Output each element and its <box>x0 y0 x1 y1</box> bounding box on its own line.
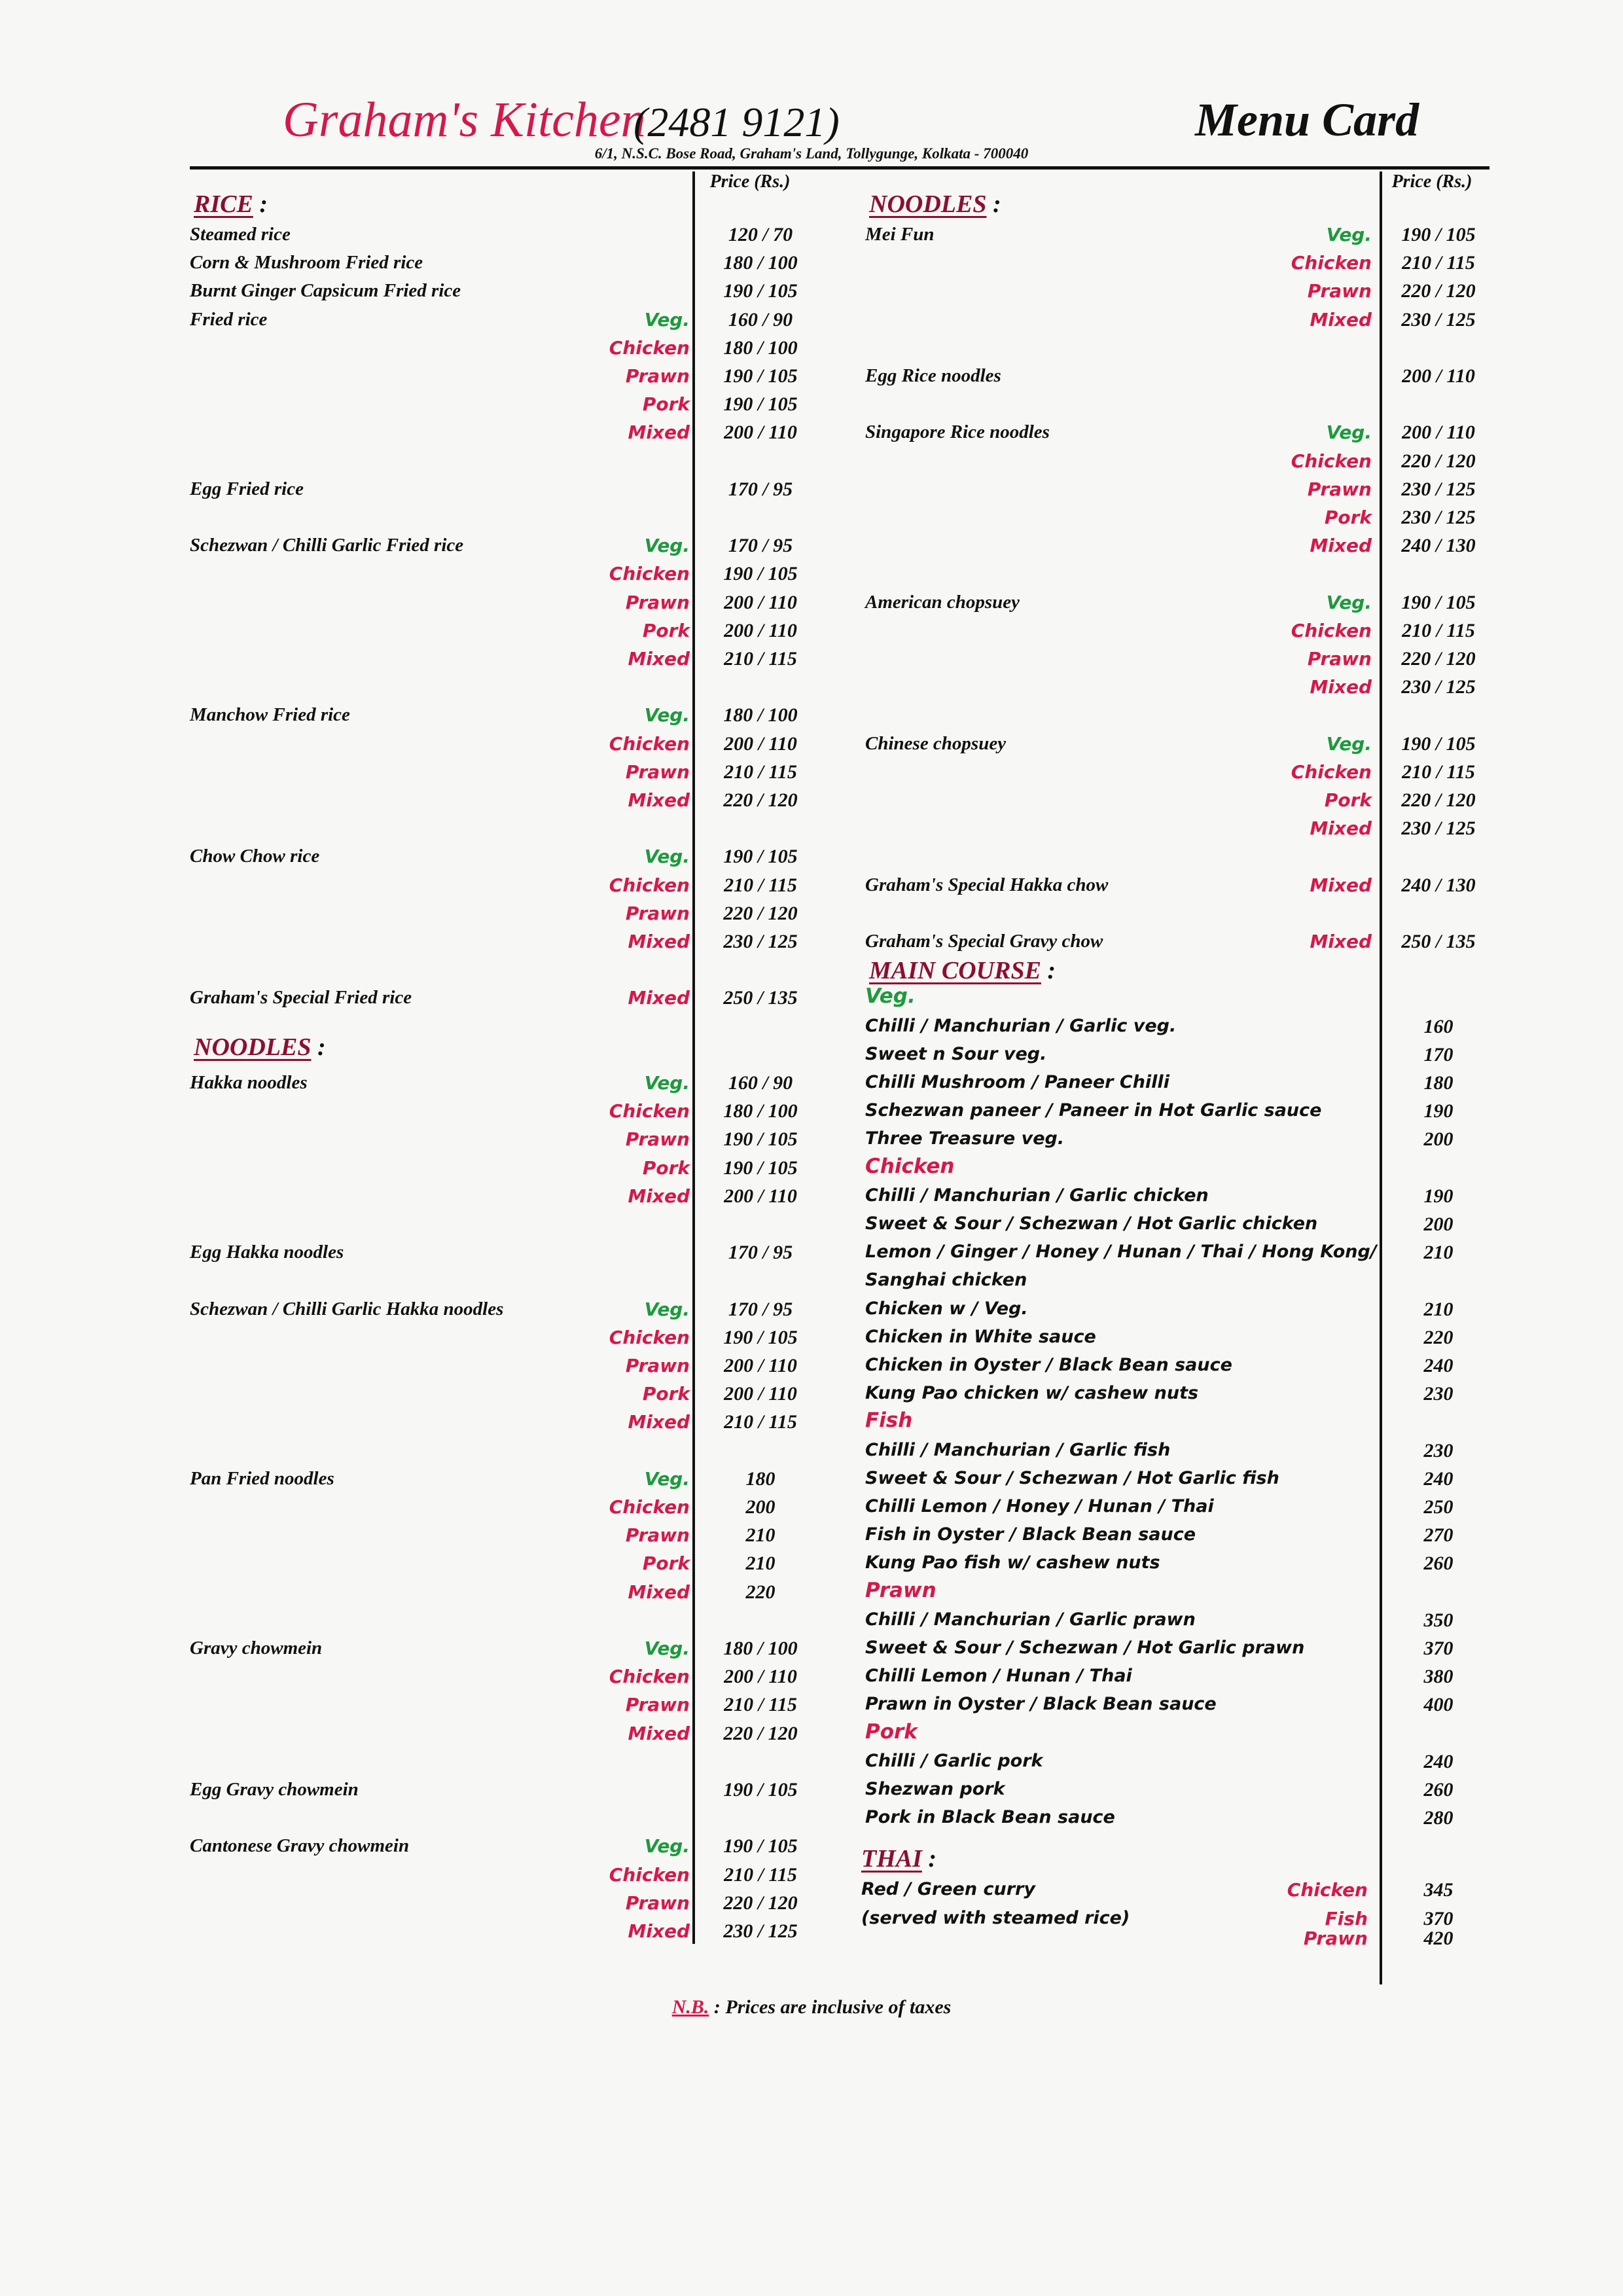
item-price: 210 / 115 <box>724 1863 797 1886</box>
variant-label: Veg. <box>644 535 690 557</box>
right-price-header: Price (Rs.) <box>1391 171 1472 192</box>
item-price: 190 / 105 <box>723 1128 798 1151</box>
item-name: Graham's Special Fried rice <box>190 987 412 1009</box>
dish-price: 240 <box>1423 1467 1454 1490</box>
noodles-right-section-title: NOODLES : <box>869 190 1001 218</box>
main-course-item <box>865 1524 1520 1551</box>
main-course-item <box>865 1270 1520 1296</box>
main-course-item <box>865 1779 1520 1805</box>
thai-variant: Chicken <box>1287 1879 1368 1901</box>
item-name: Chinese chopsuey <box>865 732 1007 754</box>
noodles-right-section-title-text: NOODLES <box>869 190 987 218</box>
dish-price: 210 <box>1423 1242 1454 1264</box>
dish-name: Chilli Lemon / Honey / Hunan / Thai <box>865 1496 1214 1516</box>
item-price: 210 / 115 <box>724 1694 797 1716</box>
variant-label: Pork <box>1324 789 1372 811</box>
item-name: Steamed rice <box>190 224 291 245</box>
dish-name: Prawn in Oyster / Black Bean sauce <box>865 1694 1217 1715</box>
dish-price: 260 <box>1423 1552 1454 1575</box>
dish-name: Fish in Oyster / Black Bean sauce <box>865 1524 1196 1545</box>
main-course-item <box>865 1242 1520 1268</box>
item-price: 190 / 105 <box>723 1779 798 1801</box>
variant-label: Mixed <box>1310 931 1372 952</box>
item-price: 190 / 105 <box>1401 224 1476 245</box>
variant-label: Chicken <box>609 874 690 896</box>
dish-price: 230 <box>1423 1439 1454 1462</box>
item-price: 190 / 105 <box>723 393 798 416</box>
thai-item <box>861 1928 1520 1954</box>
variant-label: Mixed <box>628 1722 690 1744</box>
main-course-item <box>865 1072 1520 1098</box>
noodles-left-section-title-text: NOODLES <box>194 1033 312 1061</box>
main-course-group-title: Veg. <box>865 984 916 1009</box>
main-course-item <box>865 1327 1520 1353</box>
item-price: 190 / 105 <box>723 846 798 868</box>
noodles-left-section-title: NOODLES : <box>194 1033 326 1061</box>
item-name: Burnt Ginger Capsicum Fried rice <box>190 280 461 302</box>
variant-label: Chicken <box>1291 450 1372 472</box>
address: 6/1, N.S.C. Bose Road, Graham's Land, Tollygunge, Kolkata - 700040 <box>594 145 1029 162</box>
thai-name: Red / Green curry <box>861 1879 1035 1900</box>
thai-item <box>861 1879 1520 1905</box>
variant-label: Mixed <box>628 987 690 1009</box>
main-course-item <box>865 1044 1520 1070</box>
variant-label: Chicken <box>1291 619 1372 641</box>
dish-name: Sweet & Sour / Schezwan / Hot Garlic fish <box>865 1467 1279 1488</box>
variant-label: Veg. <box>1326 422 1372 444</box>
variant-label: Prawn <box>625 1892 690 1914</box>
variant-label: Prawn <box>625 591 690 613</box>
variant-label: Chicken <box>609 1496 690 1518</box>
variant-label: Pork <box>642 1383 690 1405</box>
main-course-item <box>865 1666 1520 1692</box>
main-course-item <box>865 1440 1520 1466</box>
dish-price: 220 <box>1423 1326 1454 1348</box>
item-price: 180 / 100 <box>723 1100 798 1122</box>
main-course-group-title: Pork <box>865 1719 918 1744</box>
variant-label: Mixed <box>1310 874 1372 896</box>
main-course-item <box>865 1496 1520 1522</box>
thai-section-title-text: THAI <box>861 1845 922 1873</box>
dish-name: Chilli / Manchurian / Garlic chicken <box>865 1185 1209 1206</box>
dish-price: 270 <box>1423 1524 1454 1547</box>
item-name: Graham's Special Hakka chow <box>865 874 1109 895</box>
thai-variant: Fish <box>1325 1907 1368 1929</box>
item-price: 170 / 95 <box>728 1298 793 1320</box>
menu-item <box>190 1835 844 1942</box>
item-name: Egg Gravy chowmein <box>190 1779 359 1800</box>
dish-price: 350 <box>1423 1609 1454 1631</box>
main-course-item <box>865 1694 1520 1720</box>
menu-item <box>190 1072 844 1207</box>
rice-section-title-text: RICE <box>194 190 253 218</box>
variant-label: Chicken <box>609 1863 690 1886</box>
dish-price: 260 <box>1423 1779 1454 1801</box>
main-course-group-title: Prawn <box>865 1578 936 1602</box>
menu-item <box>190 535 844 670</box>
item-price: 200 / 110 <box>724 1383 797 1405</box>
variant-label: Mixed <box>628 647 690 670</box>
item-name: Schezwan / Chilli Garlic Fried rice <box>190 535 464 556</box>
dish-name: Sanghai chicken <box>865 1270 1027 1291</box>
variant-label: Mixed <box>628 930 690 952</box>
item-price: 180 / 100 <box>723 336 798 359</box>
item-price: 200 / 110 <box>724 619 797 641</box>
dish-name: Three Treasure veg. <box>865 1128 1065 1149</box>
dish-price: 380 <box>1423 1666 1454 1688</box>
menu-item <box>190 846 844 952</box>
dish-name: Chilli Mushroom / Paneer Chilli <box>865 1072 1169 1092</box>
item-price: 180 / 100 <box>723 252 798 274</box>
menu-item <box>865 591 1520 698</box>
variant-label: Veg. <box>644 1072 690 1094</box>
variant-label: Veg. <box>644 1298 690 1320</box>
dish-name: Pork in Black Bean sauce <box>865 1807 1115 1828</box>
item-price: 210 / 115 <box>1402 761 1475 783</box>
variant-label: Chicken <box>609 1326 690 1348</box>
dish-price: 230 <box>1423 1383 1454 1405</box>
item-price: 230 / 125 <box>1401 478 1476 500</box>
dish-price: 160 <box>1423 1015 1454 1037</box>
menu-card-title: Menu Card <box>1195 94 1419 146</box>
menu-item <box>190 987 844 1013</box>
variant-label: Veg. <box>1326 591 1372 613</box>
variant-label: Prawn <box>1307 478 1372 500</box>
variant-label: Prawn <box>1307 280 1372 302</box>
dish-price: 190 <box>1423 1100 1454 1122</box>
phone-number: (2481 9121) <box>633 99 840 145</box>
variant-label: Mixed <box>1310 308 1372 331</box>
dish-name: Lemon / Ginger / Honey / Hunan / Thai / Hong Kong/ <box>865 1242 1377 1263</box>
menu-item <box>190 1638 844 1744</box>
variant-label: Veg. <box>644 1638 690 1659</box>
item-price: 190 / 105 <box>723 280 798 302</box>
main-course-section-title: MAIN COURSE : <box>869 957 1056 985</box>
main-course-item <box>865 1185 1520 1211</box>
variant-label: Mixed <box>1310 676 1372 698</box>
item-price: 200 / 110 <box>724 1185 797 1207</box>
menu-item <box>190 1779 844 1805</box>
item-name: Chow Chow rice <box>190 846 320 867</box>
main-course-group-title: Fish <box>865 1408 913 1433</box>
header-rule <box>190 166 1489 170</box>
item-price: 220 / 120 <box>723 1892 798 1914</box>
variant-label: Mixed <box>1310 535 1372 557</box>
item-price: 210 / 115 <box>724 647 797 670</box>
variant-label: Mixed <box>628 1581 690 1603</box>
variant-label: Pork <box>642 1552 690 1575</box>
item-price: 180 / 100 <box>723 1638 798 1659</box>
dish-price: 210 <box>1423 1298 1454 1320</box>
variant-label: Mixed <box>628 422 690 444</box>
item-name: Egg Hakka noodles <box>190 1242 344 1263</box>
main-course-item <box>865 1468 1520 1494</box>
menu-item <box>865 365 1520 391</box>
dish-name: Sweet n Sour veg. <box>865 1043 1047 1064</box>
item-price: 200 / 110 <box>724 422 797 444</box>
item-price: 170 / 95 <box>728 478 793 500</box>
left-price-header: Price (Rs.) <box>709 171 791 192</box>
item-name: Cantonese Gravy chowmein <box>190 1835 410 1857</box>
variant-label: Veg. <box>644 846 690 868</box>
thai-price: 420 <box>1423 1928 1454 1950</box>
variant-label: Veg. <box>644 1467 690 1490</box>
menu-item <box>865 732 1520 840</box>
item-price: 220 / 120 <box>1401 789 1476 811</box>
item-price: 220 / 120 <box>723 902 798 924</box>
variant-label: Veg. <box>1326 224 1372 245</box>
variant-label: Pork <box>642 619 690 641</box>
menu-item <box>190 1242 844 1268</box>
dish-name: Chicken in White sauce <box>865 1326 1096 1347</box>
item-price: 210 / 115 <box>724 1411 797 1433</box>
item-price: 220 / 120 <box>1401 647 1476 670</box>
item-price: 230 / 125 <box>1401 506 1476 528</box>
variant-label: Chicken <box>609 563 690 585</box>
main-course-item <box>865 1609 1520 1636</box>
menu-item <box>190 252 844 278</box>
dish-price: 190 <box>1423 1185 1454 1207</box>
variant-label: Prawn <box>625 1524 690 1547</box>
item-price: 220 / 120 <box>723 1722 798 1744</box>
main-course-item <box>865 1751 1520 1777</box>
item-price: 230 / 125 <box>723 1920 798 1942</box>
dish-name: Chilli / Manchurian / Garlic prawn <box>865 1609 1196 1630</box>
item-price: 250 / 135 <box>1401 931 1476 952</box>
dish-name: Chicken in Oyster / Black Bean sauce <box>865 1355 1232 1375</box>
dish-price: 240 <box>1423 1355 1454 1376</box>
variant-label: Prawn <box>625 1128 690 1151</box>
item-price: 240 / 130 <box>1401 874 1476 896</box>
variant-label: Mixed <box>628 789 690 811</box>
item-price: 210 / 115 <box>724 761 797 783</box>
variant-label: Chicken <box>609 1100 690 1122</box>
item-price: 190 / 105 <box>1401 591 1476 613</box>
dish-price: 400 <box>1423 1694 1454 1716</box>
item-price: 220 <box>745 1581 776 1603</box>
item-price: 190 / 105 <box>723 365 798 387</box>
variant-label: Prawn <box>625 1354 690 1376</box>
main-course-item <box>865 1128 1520 1155</box>
thai-variant: Prawn <box>1303 1928 1368 1950</box>
item-price: 160 / 90 <box>728 1072 793 1094</box>
menu-item <box>865 422 1520 557</box>
menu-item <box>190 224 844 250</box>
menu-item <box>865 874 1520 901</box>
dish-name: Chilli Lemon / Hunan / Thai <box>865 1666 1132 1687</box>
menu-item <box>190 478 844 505</box>
footer-note <box>0 1996 1623 2018</box>
dish-price: 240 <box>1423 1750 1454 1772</box>
taxes-note: : Prices are inclusive of taxes <box>713 1996 952 2018</box>
variant-label: Pork <box>642 1157 690 1179</box>
item-name: Corn & Mushroom Fried rice <box>190 252 423 274</box>
variant-label: Veg. <box>644 308 690 331</box>
variant-label: Veg. <box>1326 732 1372 755</box>
item-price: 200 <box>745 1496 776 1518</box>
item-name: Egg Rice noodles <box>865 365 1001 386</box>
brand-title: Graham's Kitchen <box>283 92 646 147</box>
dish-price: 370 <box>1423 1638 1454 1659</box>
variant-label: Mixed <box>628 1411 690 1433</box>
item-price: 200 / 110 <box>1402 422 1475 444</box>
item-name: Gravy chowmein <box>190 1638 323 1659</box>
variant-label: Pork <box>1324 506 1372 528</box>
variant-label: Prawn <box>625 365 690 387</box>
menu-item <box>190 1298 844 1433</box>
dish-name: Chilli / Manchurian / Garlic fish <box>865 1439 1171 1460</box>
item-price: 200 / 110 <box>724 1354 797 1376</box>
variant-label: Mixed <box>628 1920 690 1942</box>
dish-name: Chicken w / Veg. <box>865 1298 1028 1319</box>
nb-label: N.B. <box>671 1996 709 2018</box>
main-course-item <box>865 1016 1520 1042</box>
item-name: Schezwan / Chilli Garlic Hakka noodles <box>190 1298 504 1319</box>
item-price: 210 / 115 <box>1402 252 1475 274</box>
item-price: 210 <box>745 1552 776 1575</box>
item-price: 210 <box>745 1524 776 1547</box>
variant-label: Prawn <box>625 902 690 924</box>
main-course-item <box>865 1807 1520 1833</box>
item-price: 170 / 95 <box>728 1242 793 1264</box>
item-name: American chopsuey <box>865 591 1020 613</box>
item-price: 170 / 95 <box>728 535 793 557</box>
dish-name: Sweet & Sour / Schezwan / Hot Garlic chicken <box>865 1213 1318 1234</box>
dish-name: Kung Pao fish w/ cashew nuts <box>865 1552 1160 1573</box>
main-course-item <box>865 1213 1520 1240</box>
dish-name: Chilli / Garlic pork <box>865 1750 1043 1771</box>
dish-price: 180 <box>1423 1072 1454 1094</box>
item-price: 200 / 110 <box>724 732 797 755</box>
item-price: 240 / 130 <box>1401 535 1476 557</box>
variant-label: Chicken <box>609 336 690 359</box>
item-price: 200 / 110 <box>1402 365 1475 387</box>
item-price: 230 / 125 <box>1401 676 1476 698</box>
item-price: 190 / 105 <box>723 563 798 585</box>
menu-item <box>190 308 844 444</box>
thai-name: (served with steamed rice) <box>861 1907 1130 1928</box>
item-name: Singapore Rice noodles <box>865 422 1050 443</box>
item-price: 250 / 135 <box>723 987 798 1009</box>
main-course-item <box>865 1100 1520 1126</box>
item-price: 200 / 110 <box>724 591 797 613</box>
main-course-item <box>865 1552 1520 1579</box>
dish-name: Shezwan pork <box>865 1779 1005 1799</box>
item-name: Graham's Special Gravy chow <box>865 931 1103 952</box>
dish-name: Kung Pao chicken w/ cashew nuts <box>865 1383 1199 1404</box>
menu-item <box>865 224 1520 331</box>
variant-label: Veg. <box>644 704 690 726</box>
main-course-item <box>865 1355 1520 1381</box>
item-name: Manchow Fried rice <box>190 704 350 726</box>
dish-name: Sweet & Sour / Schezwan / Hot Garlic prawn <box>865 1638 1305 1658</box>
menu-item <box>190 280 844 306</box>
variant-label: Prawn <box>625 1694 690 1716</box>
dish-price: 170 <box>1423 1043 1454 1066</box>
variant-label: Veg. <box>644 1835 690 1857</box>
dish-price: 250 <box>1423 1496 1454 1518</box>
variant-label: Prawn <box>625 761 690 783</box>
item-price: 120 / 70 <box>728 224 793 245</box>
item-price: 190 / 105 <box>723 1835 798 1857</box>
item-price: 190 / 105 <box>1401 732 1476 755</box>
item-price: 180 / 100 <box>723 704 798 726</box>
item-name: Fried rice <box>190 308 268 330</box>
main-course-item <box>865 1638 1520 1664</box>
item-price: 190 / 105 <box>723 1326 798 1348</box>
item-price: 160 / 90 <box>728 308 793 331</box>
item-name: Mei Fun <box>865 224 935 245</box>
dish-name: Chilli / Manchurian / Garlic veg. <box>865 1015 1177 1036</box>
variant-label: Pork <box>642 393 690 416</box>
rice-section-title: RICE : <box>194 190 268 218</box>
thai-section-title: THAI : <box>861 1845 937 1873</box>
left-price-divider <box>692 171 695 1944</box>
dish-price: 280 <box>1423 1807 1454 1829</box>
item-name: Egg Fried rice <box>190 478 304 499</box>
dish-name: Schezwan paneer / Paneer in Hot Garlic sauce <box>865 1100 1322 1121</box>
main-course-section-title-text: MAIN COURSE <box>869 957 1041 985</box>
variant-label: Mixed <box>628 1185 690 1207</box>
variant-label: Chicken <box>609 1666 690 1688</box>
item-price: 230 / 125 <box>1401 817 1476 840</box>
menu-item <box>865 931 1520 957</box>
item-name: Pan Fried noodles <box>190 1467 334 1489</box>
main-course-item <box>865 1383 1520 1409</box>
variant-label: Prawn <box>1307 647 1372 670</box>
thai-price: 345 <box>1423 1879 1454 1901</box>
item-price: 220 / 120 <box>723 789 798 811</box>
item-price: 210 / 115 <box>1402 619 1475 641</box>
dish-price: 200 <box>1423 1128 1454 1151</box>
item-price: 210 / 115 <box>724 874 797 896</box>
item-name: Hakka noodles <box>190 1072 308 1093</box>
item-price: 230 / 125 <box>1401 308 1476 331</box>
menu-item <box>190 704 844 811</box>
item-price: 220 / 120 <box>1401 450 1476 472</box>
item-price: 200 / 110 <box>724 1666 797 1688</box>
dish-price: 200 <box>1423 1213 1454 1235</box>
variant-label: Chicken <box>1291 252 1372 274</box>
item-price: 230 / 125 <box>723 930 798 952</box>
main-course-group-title: Chicken <box>865 1154 955 1178</box>
variant-label: Chicken <box>1291 761 1372 783</box>
menu-item <box>190 1467 844 1603</box>
variant-label: Mixed <box>1310 817 1372 840</box>
thai-price: 370 <box>1423 1907 1454 1929</box>
variant-label: Chicken <box>609 732 690 755</box>
item-price: 190 / 105 <box>723 1157 798 1179</box>
main-course-item <box>865 1299 1520 1325</box>
item-price: 220 / 120 <box>1401 280 1476 302</box>
item-price: 180 <box>745 1467 776 1490</box>
